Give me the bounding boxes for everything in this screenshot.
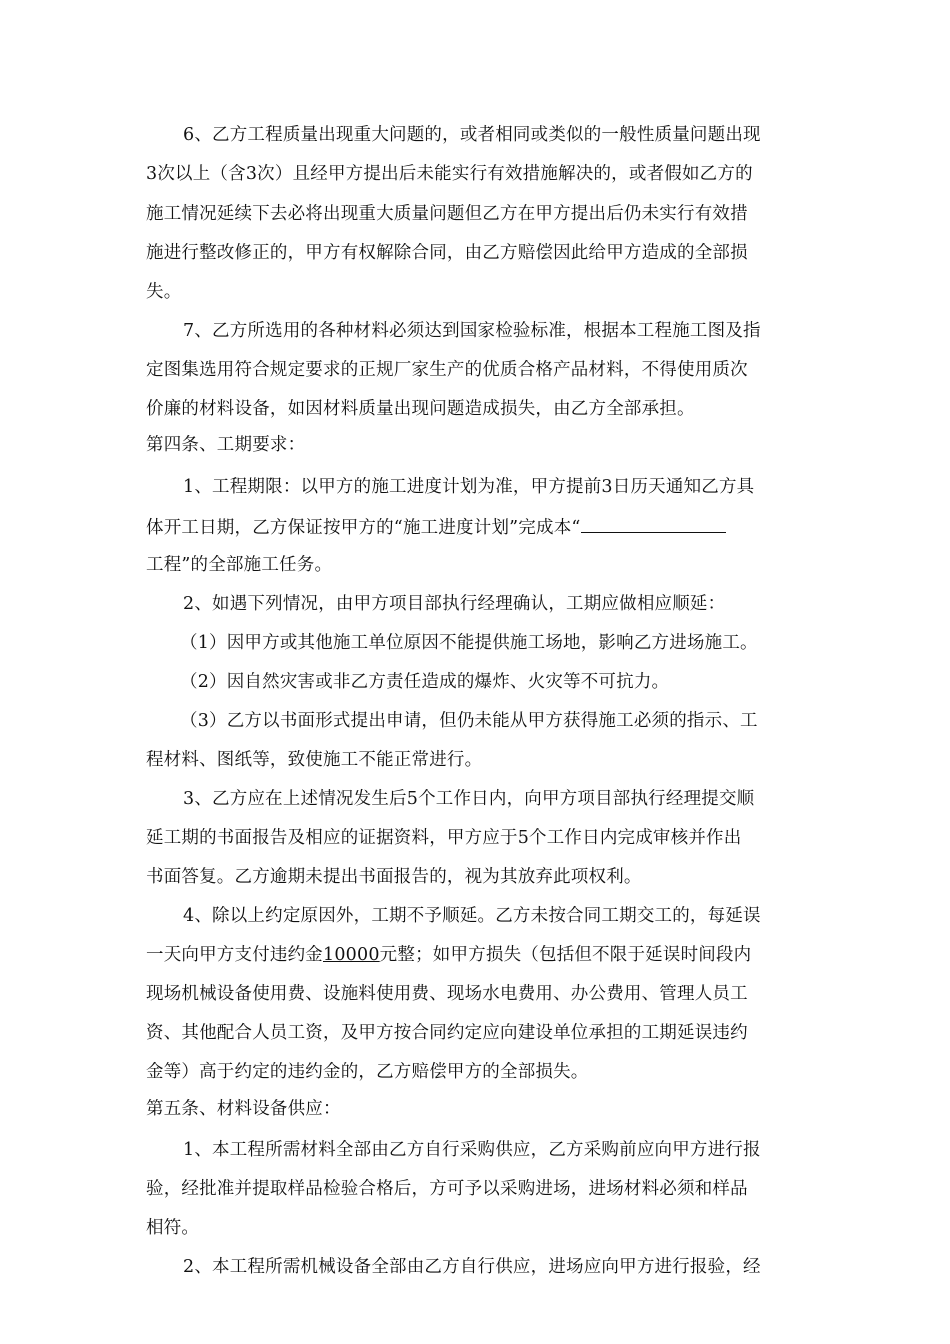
para7-line1: 7、乙方所选用的各种材料必须达到国家检验标准，根据本工程施工图及指 — [183, 321, 761, 341]
article5-p1-line1: 1、本工程所需材料全部由乙方自行采购供应，乙方采购前应向甲方进行报 — [183, 1140, 761, 1160]
article4-p1-line2 — [146, 514, 726, 540]
article4-p3-line3: 书面答复。乙方逾期未提出书面报告的，视为其放弃此项权利。 — [146, 867, 642, 887]
article5-p1-line2: 验，经批准并提取样品检验合格后，方可予以采购进场，进场材料必须和样品 — [146, 1179, 748, 1199]
article4-p4-line3: 现场机械设备使用费、设施料使用费、现场水电费用、办公费用、管理人员工 — [146, 984, 748, 1004]
article4-p1-line2-text: 体开工日期，乙方保证按甲方的“施工进度计划”完成本“ — [146, 518, 581, 538]
article4-p4-line1: 4、除以上约定原因外，工期不予顺延。乙方未按合同工期交工的，每延误 — [183, 906, 761, 926]
article4-p1-line1: 1、工程期限：以甲方的施工进度计划为准，甲方提前3日历天通知乙方具 — [183, 477, 755, 497]
para6-line2: 3次以上（含3次）且经甲方提出后未能实行有效措施解决的，或者假如乙方的 — [146, 164, 753, 184]
article4-p2-item3-line1: （3）乙方以书面形式提出申请，但仍未能从甲方获得施工必须的指示、工 — [180, 711, 758, 731]
article4-p2-line1: 2、如遇下列情况，由甲方项目部执行经理确认，工期应做相应顺延： — [183, 594, 726, 614]
article4-heading: 第四条、工期要求： — [146, 435, 306, 455]
article5-p1-line3: 相符。 — [146, 1218, 200, 1238]
para7-line2: 定图集选用符合规定要求的正规厂家生产的优质合格产品材料，不得使用质次 — [146, 360, 748, 380]
para6-line1: 6、乙方工程质量出现重大问题的，或者相同或类似的一般性质量问题出现 — [183, 125, 761, 145]
penalty-amount: 10000 — [323, 945, 380, 965]
article4-p2-item1: （1）因甲方或其他施工单位原因不能提供施工场地，影响乙方进场施工。 — [180, 633, 758, 653]
article4-p3-line1: 3、乙方应在上述情况发生后5个工作日内，向甲方项目部执行经理提交顺 — [183, 789, 755, 809]
article4-p2-item3-line2: 程材料、图纸等，致使施工不能正常进行。 — [146, 750, 483, 770]
article5-heading: 第五条、材料设备供应： — [146, 1099, 341, 1119]
article4-p3-line2: 延工期的书面报告及相应的证据资料，甲方应于5个工作日内完成审核并作出 — [146, 828, 742, 848]
para6-line3: 施工情况延续下去必将出现重大质量问题但乙方在甲方提出后仍未实行有效措 — [146, 204, 748, 224]
article4-p4-line2-part1: 一天向甲方支付违约金 — [146, 945, 323, 965]
article4-p4-line2-part2: 元整；如甲方损失（包括但不限于延误时间段内 — [379, 945, 752, 965]
para7-line3: 价廉的材料设备，如因材料质量出现问题造成损失，由乙方全部承担。 — [146, 399, 695, 419]
article5-p2-line1: 2、本工程所需机械设备全部由乙方自行供应，进场应向甲方进行报验，经 — [183, 1257, 761, 1277]
para6-line5: 失。 — [146, 282, 182, 302]
article4-p4-line2 — [146, 943, 751, 967]
article4-p2-item2: （2）因自然灾害或非乙方责任造成的爆炸、火灾等不可抗力。 — [180, 672, 670, 692]
para6-line4: 施进行整改修正的，甲方有权解除合同，由乙方赔偿因此给甲方造成的全部损 — [146, 243, 748, 263]
article4-p4-line5: 金等）高于约定的违约金的，乙方赔偿甲方的全部损失。 — [146, 1062, 589, 1082]
project-name-blank — [581, 514, 726, 533]
article4-p4-line4: 资、其他配合人员工资，及甲方按合同约定应向建设单位承担的工期延误违约 — [146, 1023, 748, 1043]
article4-p1-line3: 工程”的全部施工任务。 — [146, 555, 333, 575]
